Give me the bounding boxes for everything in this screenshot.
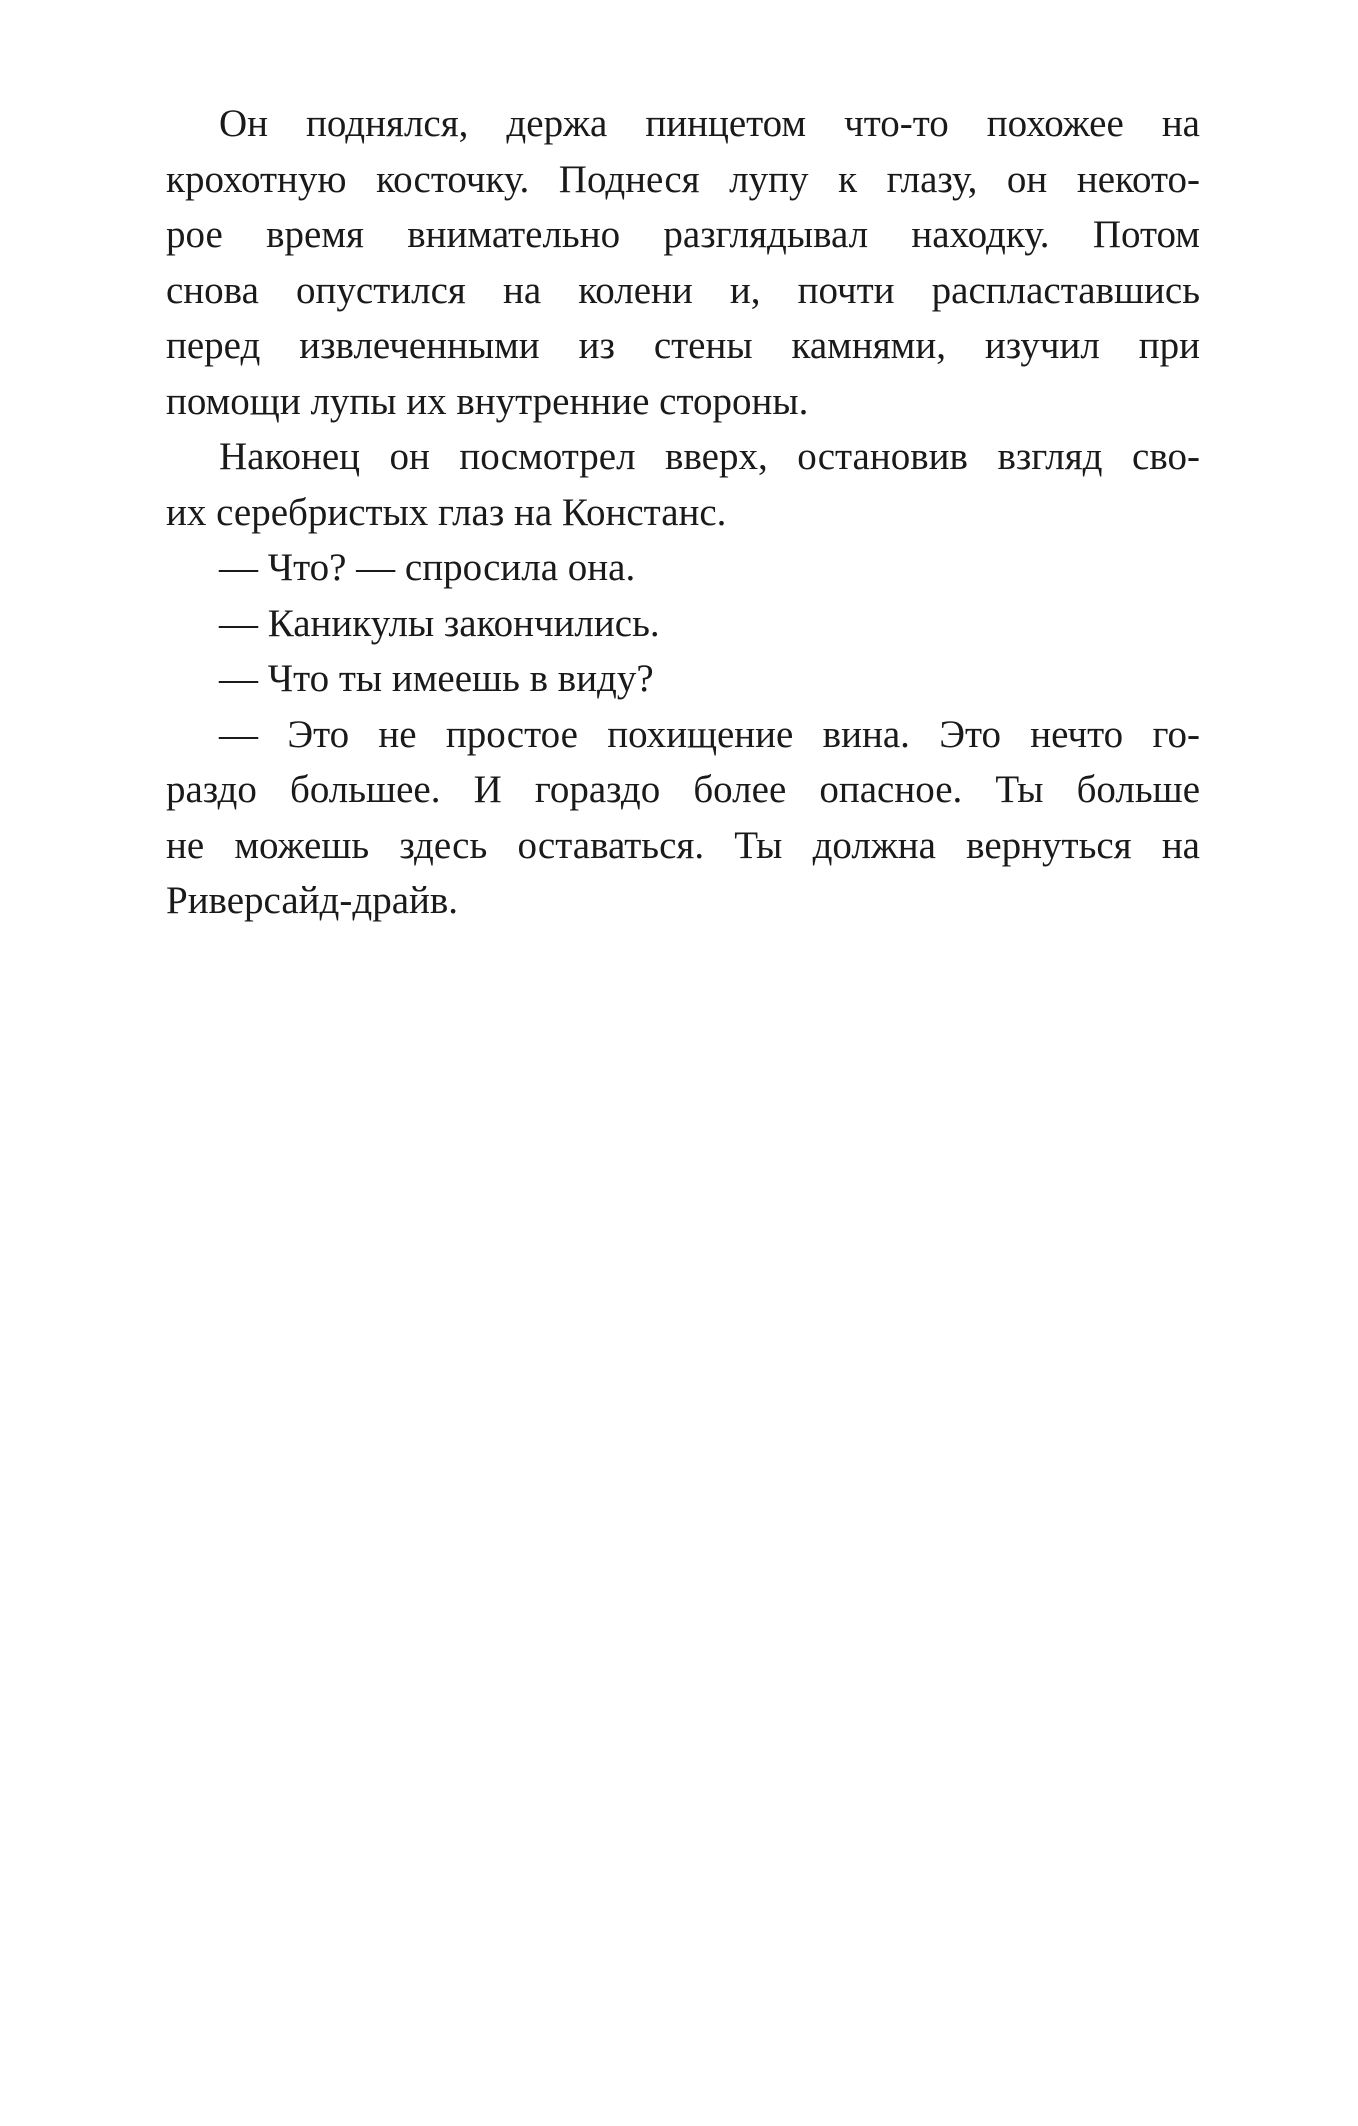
dialogue-line: — Что? — спросила она.	[219, 546, 636, 589]
dialogue-line: — Каникулы закончились.	[219, 601, 660, 645]
text-line: — Это не простое похищение вина. Это нечто го-	[219, 712, 1200, 756]
text-line: крохотную косточку. Поднеся лупу к глазу, он некото-	[166, 157, 1200, 201]
body-text	[166, 96, 1200, 929]
text-line: раздо большее. И гораздо более опасное. Ты больше	[166, 768, 1200, 811]
text-line: рое время внимательно разглядывал находку. Потом	[166, 213, 1200, 256]
text-line: не можешь здесь оставаться. Ты должна вернуться на	[166, 823, 1200, 867]
text-line: Он поднялся, держа пинцетом что-то похожее на	[219, 102, 1200, 145]
text-line: Наконец он посмотрел вверх, остановив взгляд сво-	[219, 435, 1200, 478]
text-line: их серебристых глаз на Констанс.	[166, 490, 727, 534]
text-line: помощи лупы их внутренние стороны.	[166, 379, 809, 423]
text-line: Риверсайд-драйв.	[166, 879, 459, 922]
text-line: перед извлеченными из стены камнями, изучил при	[166, 324, 1200, 367]
dialogue-line: — Что ты имеешь в виду?	[219, 657, 654, 700]
text-line: снова опустился на колени и, почти распластавшись	[166, 268, 1200, 312]
